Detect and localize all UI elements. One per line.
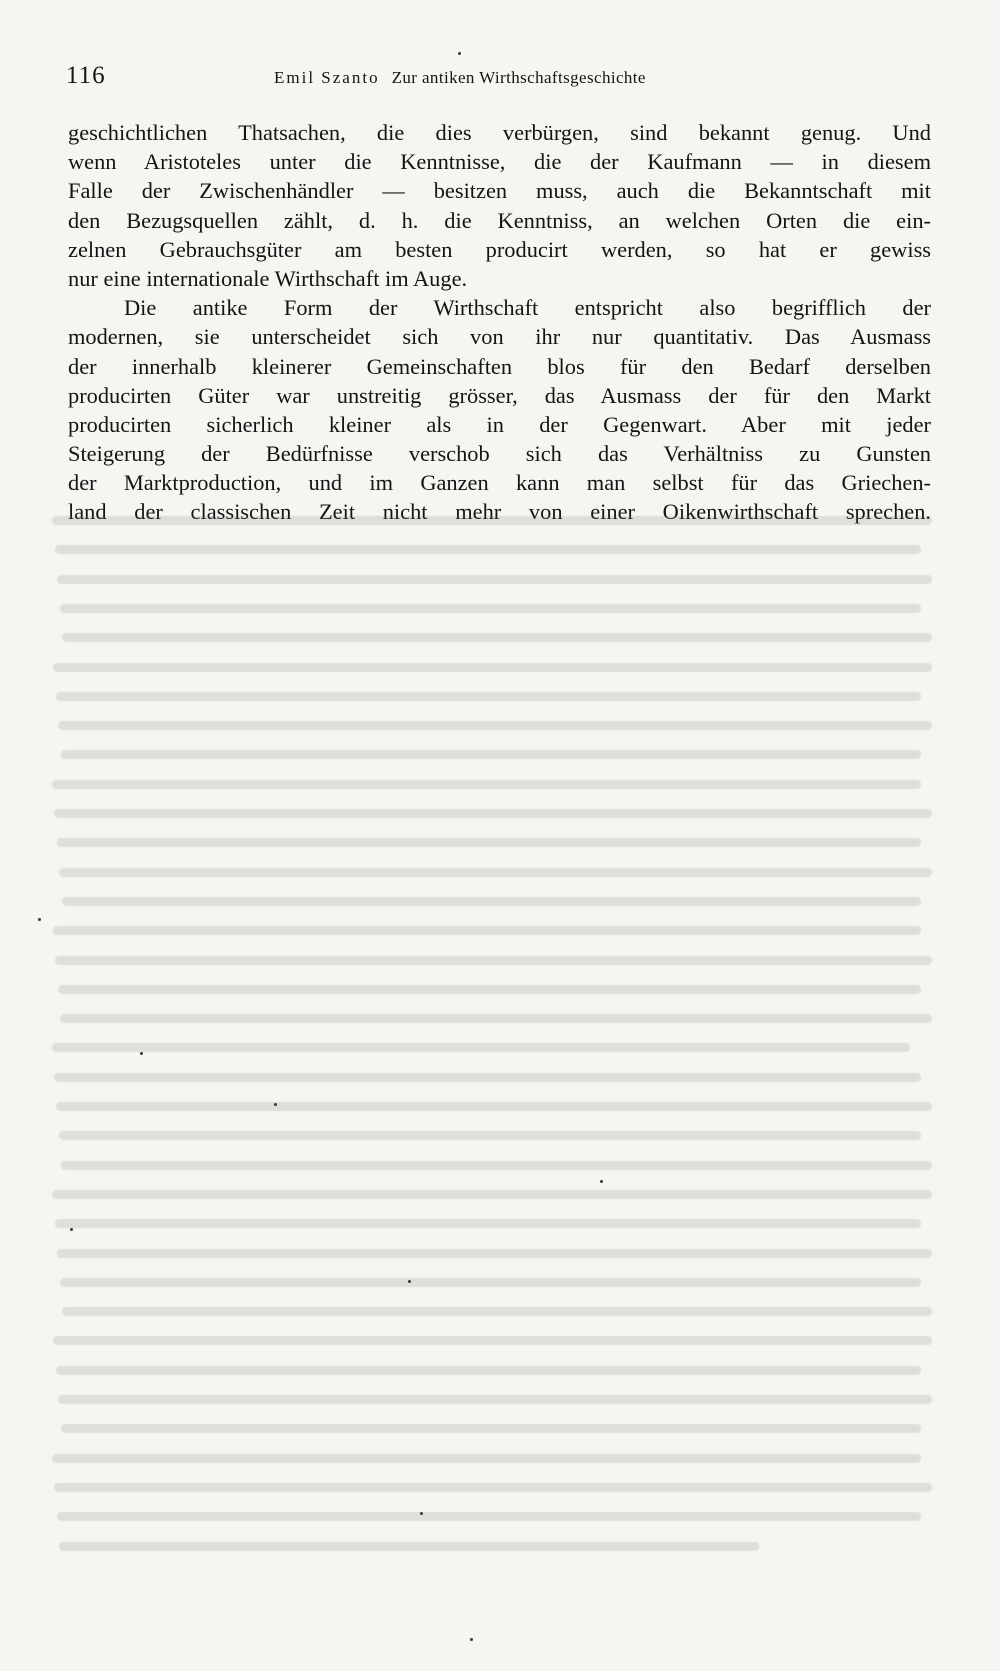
text-line: producirten sicherlich kleiner als in der Gegenwart. Aber mit jeder	[68, 411, 931, 437]
show-through-line	[62, 633, 932, 642]
paragraph-1	[68, 118, 931, 293]
show-through-line	[52, 516, 932, 525]
show-through-line	[54, 809, 932, 818]
show-through-line	[53, 1336, 932, 1345]
show-through-line	[61, 1161, 932, 1170]
show-through-line	[57, 575, 932, 584]
text-line: Steigerung der Bedürfnisse verschob sich das Verhältniss zu Gunsten	[68, 441, 931, 467]
text-line: der innerhalb kleinerer Gemeinschaften blos für den Bedarf derselben	[68, 353, 931, 379]
paper-speck	[420, 1512, 423, 1515]
show-through-line	[53, 926, 921, 935]
body-text	[68, 118, 931, 527]
text-line: den Bezugsquellen zählt, d. h. die Kenntniss, an welchen Orten die ein-	[68, 207, 931, 233]
paper-speck	[140, 1052, 143, 1055]
show-through-line	[54, 1073, 921, 1082]
show-through-line	[55, 956, 932, 965]
text-line: Die antike Form der Wirthschaft entspricht also begrifflich der	[124, 295, 931, 321]
show-through-line	[52, 1043, 910, 1052]
show-through-line	[58, 721, 932, 730]
paper-speck	[600, 1180, 603, 1183]
show-through-line	[59, 1131, 921, 1140]
paper-speck	[408, 1280, 411, 1283]
show-through-line	[58, 1395, 932, 1404]
text-line: zelnen Gebrauchsgüter am besten producirt werden, so hat er gewiss	[68, 236, 931, 262]
paper-speck	[458, 52, 461, 55]
show-through-line	[53, 663, 932, 672]
show-through-line	[57, 838, 921, 847]
show-through-line	[56, 1102, 932, 1111]
show-through-line	[60, 1278, 921, 1287]
show-through-line	[60, 1014, 932, 1023]
article-title: Zur antiken Wirthschaftsgeschichte	[391, 68, 646, 87]
text-line: geschichtlichen Thatsachen, die dies verbürgen, sind bekannt genug. Und	[68, 120, 931, 145]
text-line: land der classischen Zeit nicht mehr von einer Oikenwirthschaft sprechen.	[68, 499, 931, 525]
paragraph-2	[68, 293, 931, 527]
show-through-texture	[52, 506, 952, 1566]
show-through-line	[55, 545, 921, 554]
text-line: wenn Aristoteles unter die Kenntnisse, die der Kaufmann — in diesem	[68, 149, 931, 175]
paper-speck	[38, 918, 41, 921]
paper-speck	[470, 1638, 473, 1641]
show-through-line	[59, 868, 932, 877]
show-through-line	[52, 780, 921, 789]
author-name: Emil Szanto	[274, 68, 380, 87]
show-through-line	[55, 1219, 921, 1228]
show-through-line	[59, 1542, 759, 1551]
running-head-title	[274, 68, 646, 88]
running-head	[66, 62, 936, 98]
show-through-line	[52, 1454, 921, 1463]
text-line: der Marktproduction, und im Ganzen kann man selbst für das Griechen-	[68, 470, 931, 496]
show-through-line	[56, 692, 921, 701]
paper-speck	[70, 1228, 73, 1231]
show-through-line	[60, 604, 921, 613]
text-line: producirten Güter war unstreitig grösser, das Ausmass der für den Markt	[68, 382, 931, 408]
show-through-line	[54, 1483, 932, 1492]
page-number: 116	[66, 62, 106, 89]
show-through-line	[57, 1249, 932, 1258]
text-line: modernen, sie unterscheidet sich von ihr nur quantitativ. Das Ausmass	[68, 324, 931, 350]
show-through-line	[62, 897, 921, 906]
show-through-line	[56, 1366, 921, 1375]
show-through-line	[62, 1307, 932, 1316]
show-through-line	[52, 1190, 932, 1199]
show-through-line	[58, 985, 921, 994]
show-through-line	[57, 1512, 921, 1521]
text-line: Falle der Zwischenhändler — besitzen muss, auch die Bekanntschaft mit	[68, 178, 931, 204]
show-through-line	[61, 1424, 921, 1433]
text-line: nur eine internationale Wirthschaft im Auge.	[68, 265, 468, 291]
paper-speck	[274, 1103, 277, 1106]
show-through-line	[61, 750, 921, 759]
